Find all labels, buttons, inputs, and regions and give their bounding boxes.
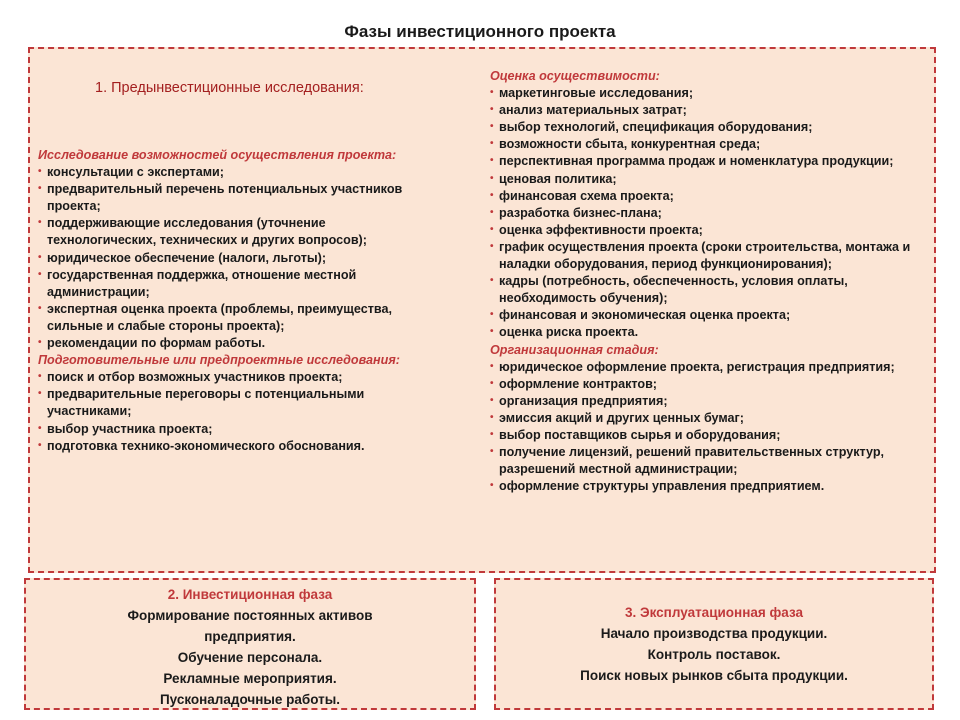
list-item-text: организация предприятия;	[499, 393, 668, 408]
bullet-list	[38, 164, 438, 352]
bullet-icon: •	[490, 104, 494, 116]
bullet-icon: •	[490, 138, 494, 150]
list-item-text: выбор поставщиков сырья и оборудования;	[499, 427, 781, 442]
phase2-title: 2. Инвестиционная фаза	[167, 587, 333, 602]
list-item-text: поиск и отбор возможных участников проекта;	[47, 370, 343, 385]
list-item	[38, 215, 438, 249]
list-item-text: выбор участника проекта;	[47, 421, 213, 436]
bullet-icon: •	[38, 166, 42, 178]
list-item	[38, 438, 438, 455]
list-item-text: предварительные переговоры с потенциальными участниками;	[47, 387, 365, 419]
phase3-line: Поиск новых рынков сбыта продукции.	[580, 668, 848, 683]
section-heading: Оценка осуществимости:	[490, 69, 660, 83]
bullet-icon: •	[490, 377, 494, 389]
list-item	[38, 181, 438, 215]
list-item	[490, 273, 930, 307]
bullet-icon: •	[38, 268, 42, 280]
list-item	[490, 119, 930, 136]
bullet-icon: •	[490, 223, 494, 235]
bullet-icon: •	[490, 189, 494, 201]
bullet-icon: •	[490, 446, 494, 458]
list-item-text: оформление структуры управления предприятием.	[499, 479, 825, 494]
bullet-icon: •	[38, 217, 42, 229]
bullet-icon: •	[490, 172, 494, 184]
list-item	[490, 427, 930, 444]
list-item	[490, 307, 930, 324]
bullet-icon: •	[38, 388, 42, 400]
list-item-text: оценка риска проекта.	[499, 325, 639, 340]
bullet-icon: •	[490, 326, 494, 338]
list-item	[490, 376, 930, 393]
phase2-line: Рекламные мероприятия.	[163, 671, 337, 686]
phase3-content	[500, 602, 928, 686]
phase1-title: 1. Предынвестиционные исследования:	[95, 80, 364, 96]
bullet-list	[490, 359, 930, 496]
list-item	[38, 164, 438, 181]
bullet-icon: •	[38, 371, 42, 383]
section-heading: Исследование возможностей осуществления проекта:	[38, 148, 397, 162]
list-item	[490, 188, 930, 205]
phase1-left-column	[38, 147, 438, 455]
section-heading: Организационная стадия:	[490, 342, 659, 357]
list-item	[490, 205, 930, 222]
phase1-right-column	[490, 68, 930, 495]
list-item-text: маркетинговые исследования;	[499, 86, 694, 101]
list-item-text: поддерживающие исследования (уточнение технологических, технических и других вопросов);	[47, 216, 367, 248]
list-item	[490, 478, 930, 495]
list-item	[38, 267, 438, 301]
bullet-list	[38, 369, 438, 454]
bullet-icon: •	[38, 251, 42, 263]
list-item-text: оценка эффективности проекта;	[499, 222, 703, 237]
phase2-line: Обучение персонала.	[177, 650, 323, 665]
list-item	[490, 393, 930, 410]
list-item	[490, 324, 930, 341]
list-item-text: финансовая и экономическая оценка проекта;	[499, 308, 791, 323]
list-item	[490, 222, 930, 239]
bullet-icon: •	[490, 411, 494, 423]
list-item-text: экспертная оценка проекта (проблемы, преимущества, сильные и слабые стороны проекта);	[47, 301, 392, 333]
list-item-text: рекомендации по формам работы.	[47, 336, 266, 351]
list-item	[38, 250, 438, 267]
list-item	[38, 421, 438, 438]
list-item	[490, 444, 930, 478]
bullet-icon: •	[38, 337, 42, 349]
list-item-text: подготовка технико-экономического обоснования.	[47, 438, 365, 453]
bullet-icon: •	[490, 480, 494, 492]
bullet-icon: •	[38, 422, 42, 434]
list-item	[490, 102, 930, 119]
list-item	[38, 335, 438, 352]
list-item	[490, 171, 930, 188]
bullet-icon: •	[490, 394, 494, 406]
list-item-text: финансовая схема проекта;	[499, 188, 674, 203]
list-item-text: оформление контрактов;	[499, 376, 658, 391]
bullet-icon: •	[38, 302, 42, 314]
phase2-line: Формирование постоянных активов предприятия.	[127, 608, 373, 644]
list-item	[490, 85, 930, 102]
bullet-icon: •	[490, 275, 494, 287]
list-item-text: разработка бизнес-плана;	[499, 205, 662, 220]
list-item	[38, 301, 438, 335]
bullet-icon: •	[490, 309, 494, 321]
list-item	[490, 410, 930, 427]
list-item-text: кадры (потребность, обеспеченность, условия оплаты, необходимость обучения);	[499, 274, 848, 306]
bullet-icon: •	[490, 240, 494, 252]
bullet-icon: •	[38, 439, 42, 451]
phase3-line: Контроль поставок.	[647, 647, 781, 662]
list-item-text: график осуществления проекта (сроки строительства, монтажа и наладки оборудования, период функционирования);	[499, 239, 911, 272]
phase2-line: Пусконаладочные работы.	[159, 692, 341, 707]
page-title: Фазы инвестиционного проекта	[344, 22, 616, 41]
bullet-icon: •	[490, 155, 494, 167]
phase3-title: 3. Эксплуатационная фаза	[624, 605, 804, 620]
list-item-text: анализ материальных затрат;	[499, 103, 687, 118]
bullet-icon: •	[490, 121, 494, 133]
bullet-icon: •	[490, 206, 494, 218]
bullet-icon: •	[38, 183, 42, 195]
list-item-text: юридическое обеспечение (налоги, льготы);	[47, 250, 327, 265]
phase3-line: Начало производства продукции.	[600, 626, 828, 641]
list-item-text: получение лицензий, решений правительственных структур, разрешений местной администрации;	[499, 445, 885, 477]
list-item	[490, 153, 930, 170]
list-item-text: перспективная программа продаж и номенклатура продукции;	[499, 154, 894, 169]
list-item-text: юридическое оформление проекта, регистрация предприятия;	[499, 359, 895, 374]
phase2-content	[30, 584, 470, 710]
list-item-text: ценовая политика;	[499, 171, 617, 186]
list-item	[490, 136, 930, 153]
list-item-text: эмиссия акций и других ценных бумаг;	[499, 410, 744, 425]
list-item	[38, 369, 438, 386]
bullet-icon: •	[490, 428, 494, 440]
bullet-icon: •	[490, 87, 494, 99]
list-item-text: консультации с экспертами;	[47, 165, 224, 180]
bullet-list	[490, 85, 930, 341]
bullet-icon: •	[490, 360, 494, 372]
list-item	[38, 386, 438, 420]
list-item-text: выбор технологий, спецификация оборудования;	[499, 120, 813, 135]
list-item-text: государственная поддержка, отношение местной администрации;	[47, 267, 357, 299]
section-heading: Подготовительные или предпроектные исследования:	[38, 353, 400, 368]
list-item-text: предварительный перечень потенциальных участников проекта;	[47, 182, 403, 214]
list-item	[490, 359, 930, 376]
list-item-text: возможности сбыта, конкурентная среда;	[499, 137, 761, 152]
list-item	[490, 239, 930, 273]
